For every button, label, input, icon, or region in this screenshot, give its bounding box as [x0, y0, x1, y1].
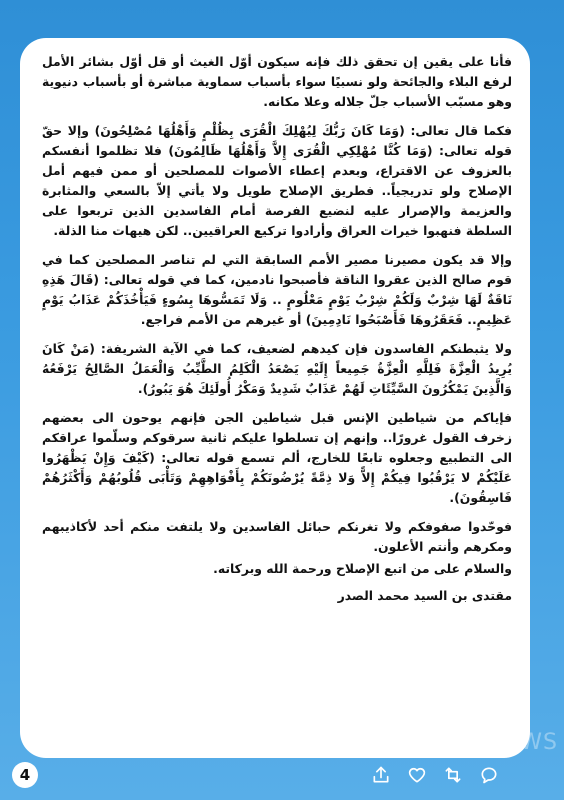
retweet-button[interactable] [442, 764, 464, 786]
share-icon [371, 765, 391, 785]
signature: مقتدى بن السيد محمد الصدر [337, 588, 512, 603]
reply-bubble-icon [479, 765, 499, 785]
paragraph-3: وإلا قد يكون مصيرنا مصير الأمم السابقة التي لم تناصر المصلحين كما في قوم صالح الذين عقروا الناقة فأصبحوا نادمين، كما في قوله تعالى: (قَالَ هَذِهِ نَاقَةٌ لَهَا شِرْبٌ وَلَكُمْ شِرْبُ يَوْمٍ مَعْلُومٍ .. وَلَا تَمَسُّوهَا بِسُوءٍ فَيَأْخُذَكُمْ عَذَابُ يَوْمٍ عَظِيمٍ.. فَعَقَرُوهَا فَأَصْبَحُوا نَادِمِينَ) أو غيرهم من الأمم فراجع. [42, 252, 512, 327]
paragraph-7: والسلام على من اتبع الإصلاح ورحمة الله وبركاته. [213, 561, 512, 576]
paragraph-5: فإياكم من شياطين الإنس قبل شياطين الجن فإنهم يوحون الى بعضهم زخرف القول غرورًا.. وإنهم إن تسلطوا عليكم ثانية سرقوكم وسلّموا عراقكم الى التطبيع وجعلوه تابعًا للخارج، ألم تسمع قوله تعالى: (كَيْفَ وَإِنْ يَظْهَرُوا عَلَيْكُمْ لا يَرْقُبُوا فِيكُمْ إِلاًّ وَلا ذِمَّةً يُرْضُونَكُمْ بِأَفْوَاهِهِمْ وَتَأْبَى قُلُوبُهُمْ وَأَكْثَرُهُمْ فَاسِقُونَ). [42, 410, 512, 505]
reply-button[interactable] [478, 764, 500, 786]
share-button[interactable] [370, 764, 392, 786]
statement-body [42, 52, 512, 748]
paragraph-1: فأنا على يقين إن تحقق ذلك فإنه سيكون أوّل الغيث أو قل أوّل بشائر الأمل لرفع البلاء والجائحة ولو نسبيًا سواء بأسباب سماوية مباشرة أو بأسباب دنيوية وهو مسبّب الأسباب جلّ جلاله وعلا مكانه. [42, 54, 512, 109]
page-number: 4 [12, 762, 38, 788]
news-watermark: NEWS [487, 730, 558, 755]
paragraph-2: فكما قال تعالى: (وَمَا كَانَ رَبُّكَ لِيُهْلِكَ الْقُرَى بِظُلْمٍ وَأَهْلُهَا مُصْلِحُونَ) وإلا حقّ قوله تعالى: (وَمَا كُنَّا مُهْلِكِي الْقُرَى إِلاَّ وَأَهْلُهَا ظَالِمُونَ) فلا تظلموا أنفسكم بالعزوف عن الاقتراع، وبعدم إعطاء الأصوات للمصلحين أو ممن فيهم أمل الإصلاح ولو تدريجياً.. فطريق الإصلاح طويل ولا يأتي إلاّ بالسعي والمثابرة والعزيمة والإصرار عليه لنضيع الفرصة أمام الفاسدين الذين تربعوا على السلطة فنهبوا خيرات العراق وأرادوا تركيع العراقيين.. لكن هيهات منا الذلة. [42, 123, 512, 238]
paragraph-4: ولا يثبطنكم الفاسدون فإن كيدهم لضعيف، كما في الآية الشريفة: (مَنْ كَانَ يُرِيدُ الْعِزَّةَ فَلِلَّهِ الْعِزَّةُ جَمِيعاً إِلَيْهِ يَصْعَدُ الْكَلِمُ الطَّيِّبُ وَالْعَمَلُ الصَّالِحُ يَرْفَعُهُ وَالَّذِينَ يَمْكُرُونَ السَّيِّئَاتِ لَهُمْ عَذَابٌ شَدِيدٌ وَمَكْرُ أُولَئِكَ هُوَ يَبُورُ). [42, 341, 512, 396]
retweet-icon [443, 765, 463, 785]
heart-icon [407, 765, 427, 785]
text-card [20, 38, 530, 758]
paragraph-6: فوحّدوا صفوفكم ولا تغرنكم حبائل الفاسدين ولا يلتفت منكم أحد لأكاذيبهم ومكرهم وأنتم الأعلون. [42, 519, 512, 554]
tweet-actions [370, 764, 500, 786]
like-button[interactable] [406, 764, 428, 786]
